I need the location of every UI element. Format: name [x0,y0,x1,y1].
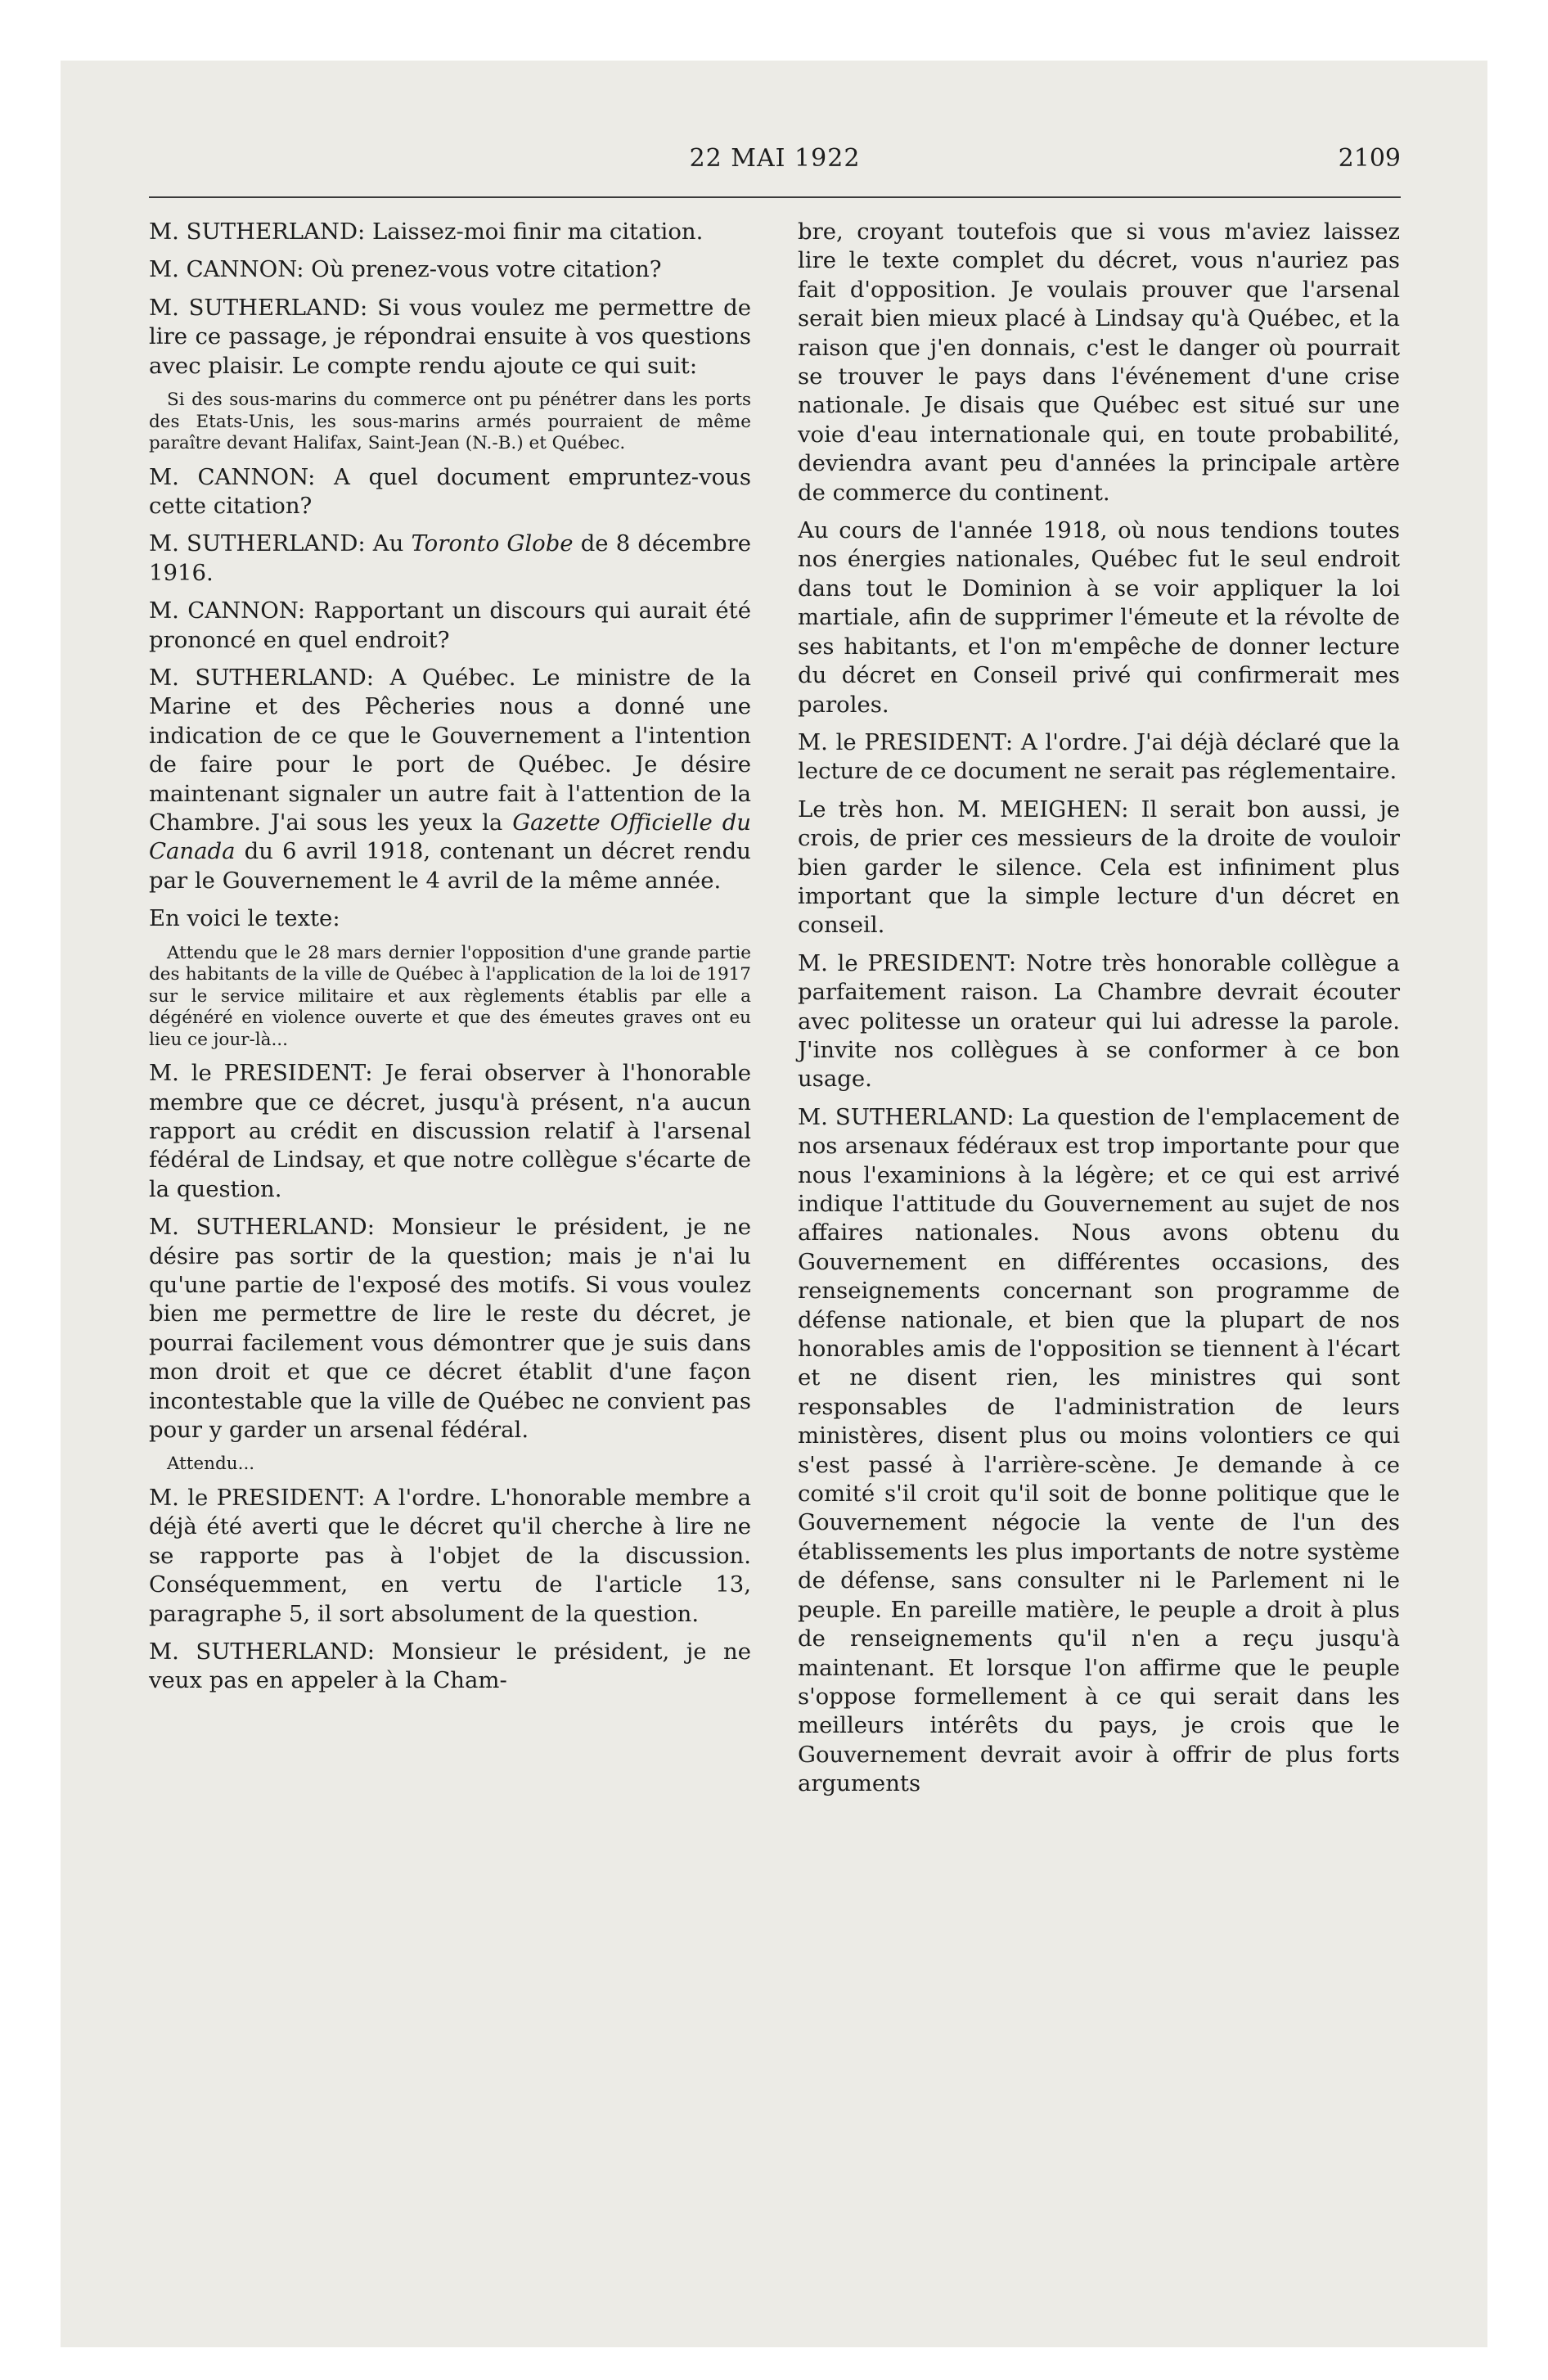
speech-paragraph [149,664,751,895]
speech-paragraph: M. CANNON: A quel document empruntez-vous cette citation? [149,463,751,519]
speech-paragraph: M. CANNON: Rapportant un discours qui aurait été prononcé en quel endroit? [149,597,751,653]
text-run: du 6 avril 1918, contenant un décret rendu par le Gouvernement le 4 avril de la même année. [149,838,751,894]
speech-paragraph: M. SUTHERLAND: La question de l'emplacement de nos arsenaux fédéraux est trop importante pour que nous l'examinions à la légère; et ce qui est arrivé indique l'attitude du Gouvernement au sujet de nos affaires nationales. Nous avons obtenu du Gouvernement en différentes occasions, des renseignements concernant son programme de défense nationale, et bien que la plupart de nos honorables amis de l'opposition se tiennent à l'écart et ne disent rien, les ministres qui sont responsables de l'administration de leurs ministères, disent plus ou moins volontiers ce qui s'est passé à l'arrière-scène. Je demande à ce comité s'il croit qu'il soit de bonne politique que le Gouvernement négocie la vente de l'un des établissements les plus importants de notre système de défense, sans consulter ni le Parlement ni le peuple. En pareille matière, le peuple a droit à plus de renseignements qu'il n'en a reçu jusqu'à maintenant. Et lorsque l'on affirme que le peuple s'oppose formellement à ce qui serait dans les meilleurs intérêts du pays, je crois que le Gouvernement devrait avoir à offrir de plus forts arguments [798,1103,1400,1797]
speech-paragraph [149,530,751,588]
speech-paragraph: M. le PRESIDENT: A l'ordre. L'honorable membre a déjà été averti que le décret qu'il cherche à lire ne se rapporte pas à l'objet de la discussion. Conséquemment, en vertu de l'article 13, paragraphe 5, il sort absolument de la question. [149,1484,751,1627]
speech-paragraph: En voici le texte: [149,905,340,932]
right-column [798,218,1400,1808]
page-number: 2109 [1338,144,1401,173]
speech-paragraph: Le très hon. M. MEIGHEN: Il serait bon aussi, je crois, de prier ces messieurs de la droite de vouloir bien garder le silence. Cela est infiniment plus important que la simple lecture d'un décret en conseil. [798,796,1400,939]
speech-paragraph: bre, croyant toutefois que si vous m'aviez laissez lire le texte complet du décret, vous n'auriez pas fait d'opposition. Je voulais prouver que l'arsenal serait bien mieux placé à Lindsay qu'à Québec, et la raison que j'en donnais, c'est le danger où pourrait se trouver le pays dans l'événement d'une crise nationale. Je disais que Québec est situé sur une voie d'eau internationale qui, en toute probabilité, deviendra avant peu d'années la principale artère de commerce du continent. [798,219,1400,506]
speech-paragraph: M. le PRESIDENT: Je ferai observer à l'honorable membre que ce décret, jusqu'à présent, n'a aucun rapport au crédit en discussion relatif à l'arsenal fédéral de Lindsay, et que notre collègue s'écarte de la question. [149,1060,751,1202]
quotation-paragraph: Si des sous-marins du commerce ont pu pénétrer dans les ports des Etats-Unis, les sous-marins armés pourraient de même paraître devant Halifax, Saint-Jean (N.-B.) et Québec. [149,390,751,454]
quotation-paragraph: Attendu... [167,1454,255,1475]
italic-title: Gazette Officielle du Canada [149,809,752,865]
speech-paragraph: M. SUTHERLAND: Monsieur le président, je ne veux pas en appeler à la Cham- [149,1638,751,1694]
page-header [149,144,1401,180]
text-run: de 8 décembre 1916. [149,530,751,586]
quotation-paragraph: Attendu que le 28 mars dernier l'opposition d'une grande partie des habitants de la ville de Québec à l'application de la loi de 1917 sur le service militaire et aux règlements établis par elle a dégénéré en violence ouverte et que des émeutes graves ont eu lieu ce jour-là... [149,942,751,1050]
speech-paragraph: M. SUTHERLAND: Si vous voulez me permettre de lire ce passage, je répondrai ensuite à vos questions avec plaisir. Le compte rendu ajoute ce qui suit: [149,294,751,379]
text-run: M. SUTHERLAND: Au [149,530,412,557]
speech-paragraph: M. SUTHERLAND: Monsieur le président, je ne désire pas sortir de la question; mais je n'ai lu qu'une partie de l'exposé des motifs. Si vous voulez bien me permettre de lire le reste du décret, je pourrai facilement vous démontrer que je suis dans mon droit et que ce décret établit d'une façon incontestable que la ville de Québec ne convient pas pour y garder un arsenal fédéral. [149,1214,751,1443]
italic-title: Toronto Globe [411,530,574,557]
header-rule [149,196,1401,198]
speech-paragraph: Au cours de l'année 1918, où nous tendions toutes nos énergies nationales, Québec fut le seul endroit dans tout le Dominion à se voir appliquer la loi martiale, afin de supprimer l'émeute et la révolte de ses habitants, et l'on m'empêche de donner lecture du décret en Conseil privé qui confirmerait mes paroles. [798,517,1400,718]
speech-paragraph: M. le PRESIDENT: A l'ordre. J'ai déjà déclaré que la lecture de ce document ne serait pas réglementaire. [798,728,1400,785]
header-date: 22 MAI 1922 [689,144,861,173]
text-run: M. SUTHERLAND: A Québec. Le ministre de la Marine et des Pêcheries nous a donné une indication de ce que le Gouvernement a l'intention de faire pour le port de Québec. Je désire maintenant signaler un autre fait à l'attention de la Chambre. J'ai sous les yeux la [149,664,751,836]
speech-paragraph: M. SUTHERLAND: Laissez-moi finir ma citation. [149,219,704,245]
left-column [149,218,751,1705]
speech-paragraph: M. CANNON: Où prenez-vous votre citation? [149,256,662,283]
speech-paragraph: M. le PRESIDENT: Notre très honorable collègue a parfaitement raison. La Chambre devrait écouter avec politesse un orateur qui lui adresse la parole. J'invite nos collègues à se conformer à ce bon usage. [798,949,1400,1093]
